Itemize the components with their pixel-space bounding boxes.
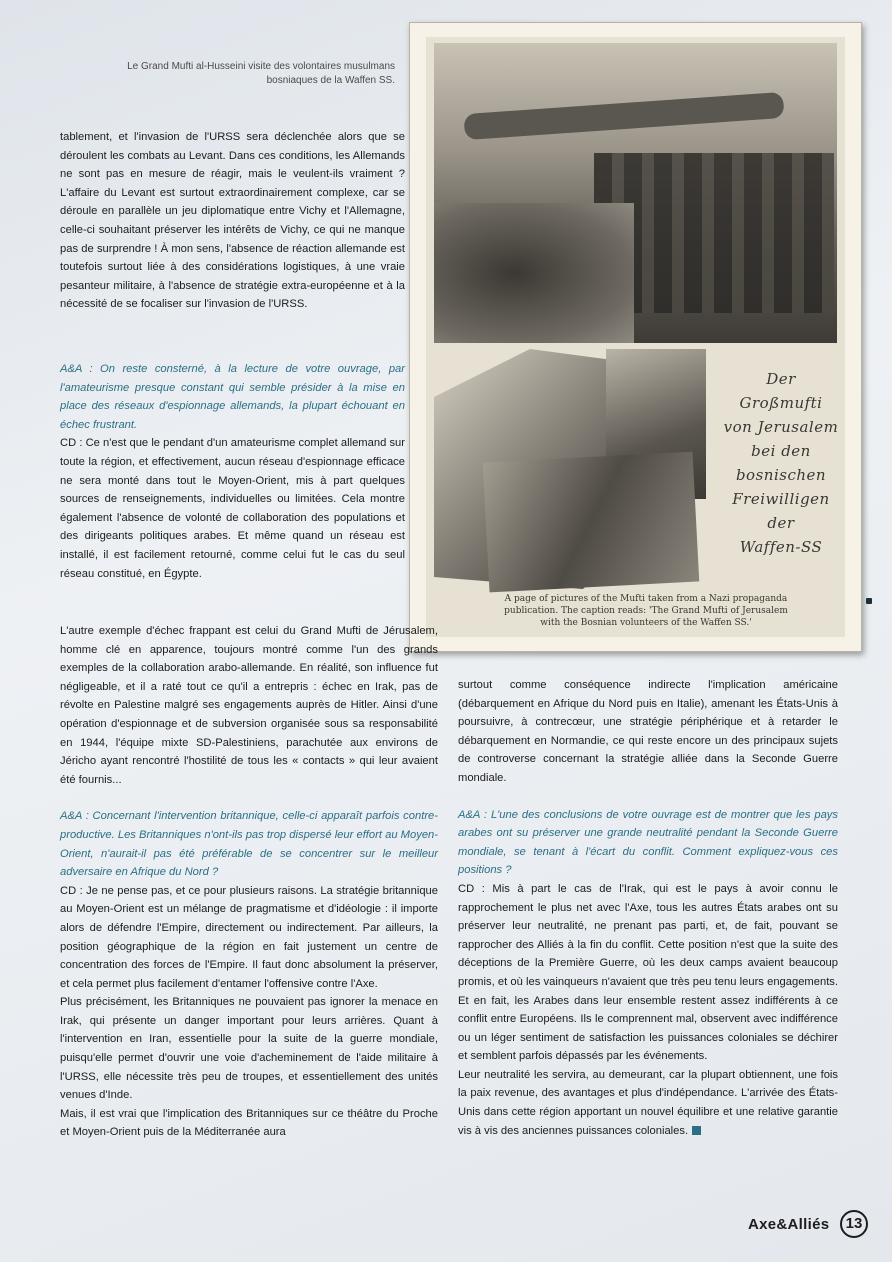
- article-column-left-mid: [60, 360, 405, 583]
- answer-2: CD : Je ne pense pas, et ce pour plusieurs raisons. La stratégie britannique au Moyen-Orient est un mélange de pragmatisme et d'idéologie : il importe alors de défendre l'Empire, directement ou indirectement. Par ailleurs, la position géographique de la région en fait justement un centre de concentration des forces de l'Empire. Il faut donc absolument la préserver, et cela permet plus facilement d'entamer l'offensive contre l'Axe.: [60, 884, 438, 990]
- photo-volunteers: [483, 452, 700, 593]
- answer-3: CD : Mis à part le cas de l'Irak, qui est le pays à avoir connu le rapprochement le plus net avec l'Axe, tous les autres États arabes ont su préserver leur neutralité, ne prenant pas parti, et, de fait, pouvant se rapprocher des Alliés à la fin du conflit. Cette position n'est que la suite des déceptions de la Première Guerre, où les deux camps avaient beaucoup promis, et où les vainqueurs n'avaient que très peu tenu leurs engagements. Et en fait, les Arabes dans leur ensemble restent assez indifférents à ce conflit entre Européens. Ils le comprennent mal, observent avec indifférence ou un léger sentiment de satisfaction les puissances coloniales se déchirer et semblent parfois dépassés par les événements.: [458, 882, 838, 1063]
- paragraph: tablement, et l'invasion de l'URSS sera déclenchée alors que se déroulent les combats au Levant. Dans ces conditions, les Allemands ne sont pas en mesure de réagir, mais le veulent-ils vraiment ? L'affaire du Levant est surtout extraordinairement complexe, car se déroule en parallèle un jeu diplomatique entre Vichy et l'Allemagne, celle-ci souhaitant préserver les intérêts de Vichy, ce qui ne manque pas de surprendre ! À mon sens, l'absence de réaction allemande est toutefois surtout liée à des considérations logistiques, à une vraie pesanteur militaire, à l'absence de stratégie extra-européenne et à la nécessité de se focaliser sur l'invasion de l'URSS.: [60, 131, 405, 311]
- photo-tank-inspection: [434, 43, 837, 343]
- magazine-logo: Axe&Alliés: [748, 1216, 830, 1233]
- question-1: A&A : On reste consterné, à la lecture de votre ouvrage, par l'amateurisme presque constant qui semble présider à la mise en place des réseaux d'espionnage allemands, la plupart échouant en échec frustrant.: [60, 363, 405, 431]
- question-2: A&A : Concernant l'intervention britannique, celle-ci apparaît parfois contre-productive. Les Britanniques n'ont-ils pas trop dispersé leur effort au Moyen-Orient, n'aurait-il pas été préférable de se concentrer sur le meilleur adversaire en Afrique du Nord ?: [60, 810, 438, 879]
- answer-2c: Mais, il est vrai que l'implication des Britanniques sur ce théâtre du Proche et Moyen-Orient puis de la Méditerranée aura: [60, 1107, 438, 1139]
- article-column-left-bottom: [60, 622, 438, 1142]
- archive-photo-page: [409, 22, 862, 652]
- article-column-left-top: [60, 128, 405, 314]
- question-3: A&A : L'une des conclusions de votre ouvrage est de montrer que les pays arabes ont su préserver une grande neutralité pendant la Seconde Guerre mondiale, se tenant à l'écart du conflit. Comment expliquez-vous ces positions ?: [458, 808, 838, 877]
- photo-collage: [426, 37, 845, 637]
- answer-1b: L'autre exemple d'échec frappant est celui du Grand Mufti de Jérusalem, homme clé en apparence, toujours montré comme l'un des grands exemples de la collaboration arabo-allemande. En réalité, son influence fut négligeable, et il a raté tout ce qu'il a entrepris : échec en Irak, pas de révolte en Palestine malgré ses engagements auprès de Hitler. Ainsi d'une opération d'espionnage et de subversion organisée sous sa responsabilité en 1944, l'équipe mixte SD-Palestiniens, parachutée aux environs de Jéricho ayant rencontré l'hostilité de tous les « contacts » qui leur avaient été fournis...: [60, 625, 438, 786]
- answer-3b: Leur neutralité les servira, au demeurant, car la plupart obtiennent, une fois la paix revenue, des avantages et plus d'indépendance. L'arrivée des États-Unis dans cette région apportant un nouvel équilibre et une relative garantie vis à vis des anciennes puissances coloniales.: [458, 1068, 838, 1137]
- photo-inner-caption: A page of pictures of the Mufti taken from a Nazi propaganda publication. The caption reads: 'The Grand Mufti of Jerusalem with the Bosnian volunteers of the Waffen SS.': [504, 594, 788, 628]
- bullet-marker: [866, 598, 872, 604]
- article-column-right: [458, 676, 838, 1140]
- answer-1: CD : Ce n'est que le pendant d'un amateurisme complet allemand sur toute la région, et effectivement, aucun réseau d'espionnage efficace ne sera monté dans tout le Moyen-Orient, mis à part quelques sources de renseignements, individuelles ou limitées. Cela montre également l'absence de volonté de collaboration des populations et des dirigeants politiques arabes. Et même quand un réseau est installé, il est facilement retourné, comme celui fut le cas du seul réseau constitué, en Égypte.: [60, 437, 405, 580]
- photo-script-title: Der Großmufti von Jerusalem bei den bosnischen Freiwilligen der Waffen-SS: [723, 370, 839, 556]
- paragraph: surtout comme conséquence indirecte l'implication américaine (débarquement en Afrique du Nord puis en Italie), amenant les États-Unis à poursuivre, à contrecœur, une stratégie périphérique et à retarder le débarquement en Normandie, ce qui reste encore un des principaux sujets de controverse concernant la stratégie alliée dans la Seconde Guerre mondiale.: [458, 679, 838, 784]
- page-number: 13: [840, 1210, 868, 1238]
- answer-2b: Plus précisément, les Britanniques ne pouvaient pas ignorer la menace en Irak, qui présente un danger important pour leurs arrières. Quant à l'intervention en Iran, essentielle pour la suite de la guerre mondiale, puisqu'elle permet d'ouvrir une voie d'acheminement de l'aide militaire à l'URSS, elle nécessite très peu de troupes, et essentiellement des unités venues d'Inde.: [60, 996, 438, 1102]
- photo-caption-top: Le Grand Mufti al-Husseini visite des volontaires musulmans bosniaques de la Waffen SS.: [127, 61, 395, 86]
- end-of-article-icon: [692, 1126, 701, 1135]
